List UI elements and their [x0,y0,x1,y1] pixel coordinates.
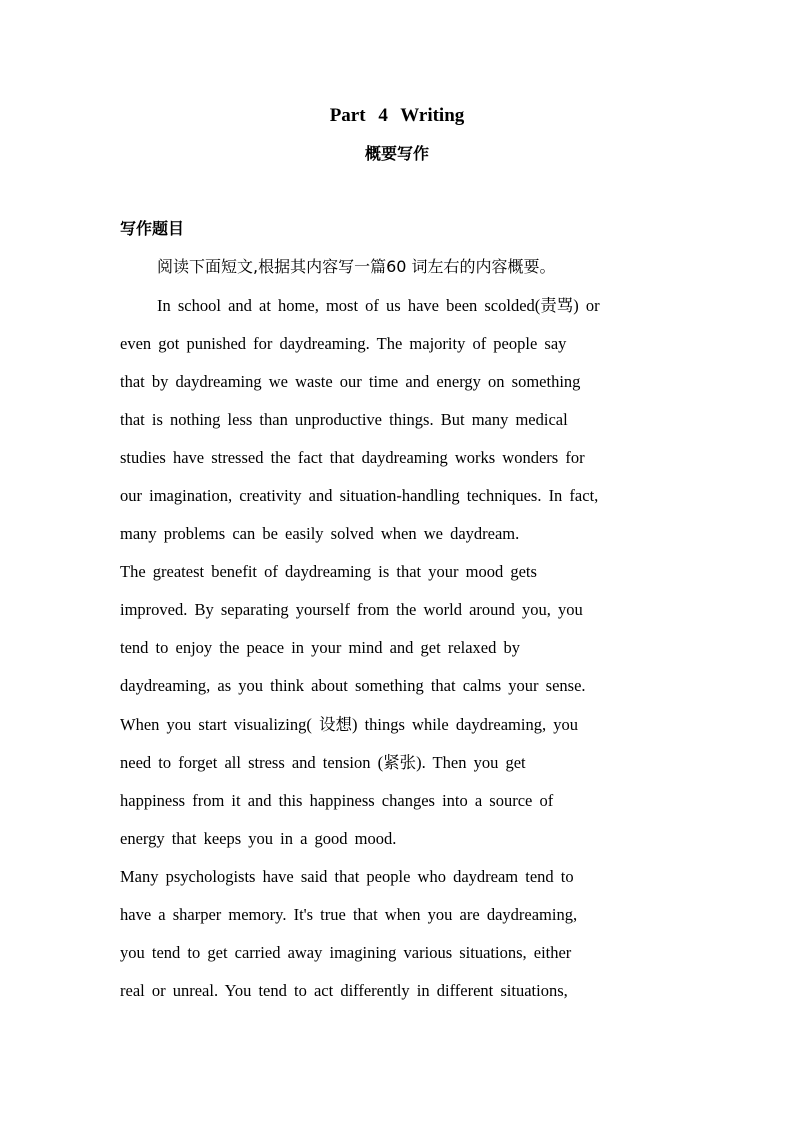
passage-line: many problems can be easily solved when we daydream. [120,524,520,543]
passage-line: that by daydreaming we waste our time and energy on something [120,372,581,391]
passage-line: When you start visualizing( 设想) things while daydreaming, you [120,715,578,734]
passage-line: tend to enjoy the peace in your mind and get relaxed by [120,638,521,657]
passage-line: daydreaming, as you think about something that calms your sense. [120,676,586,695]
instruction-text: 阅读下面短文,根据其内容写一篇60 词左右的内容概要。 [157,257,556,276]
passage-line: our imagination, creativity and situation-handling techniques. In fact, [120,486,599,505]
passage-line: In school and at home, most of us have been scolded(责骂) or [157,296,600,315]
page-title: Part 4 Writing [329,105,465,126]
passage-line: that is nothing less than unproductive things. But many medical [120,410,568,429]
passage-line: studies have stressed the fact that daydreaming works wonders for [120,448,585,467]
passage-line: need to forget all stress and tension (紧张). Then you get [120,753,526,772]
passage-line: have a sharper memory. It's true that when you are daydreaming, [120,905,578,924]
passage-line: energy that keeps you in a good mood. [120,829,397,848]
passage-line: happiness from it and this happiness changes into a source of [120,791,554,810]
passage-line: even got punished for daydreaming. The majority of people say [120,334,567,353]
page-subtitle: 概要写作 [364,144,429,163]
passage-line: The greatest benefit of daydreaming is that your mood gets [120,562,537,581]
passage-line: Many psychologists have said that people who daydream tend to [120,867,574,886]
section-heading: 写作题目 [120,219,185,238]
passage-line: you tend to get carried away imagining various situations, either [120,943,572,962]
passage-line: real or unreal. You tend to act differently in different situations, [120,981,568,1000]
passage-line: improved. By separating yourself from the world around you, you [120,600,583,619]
